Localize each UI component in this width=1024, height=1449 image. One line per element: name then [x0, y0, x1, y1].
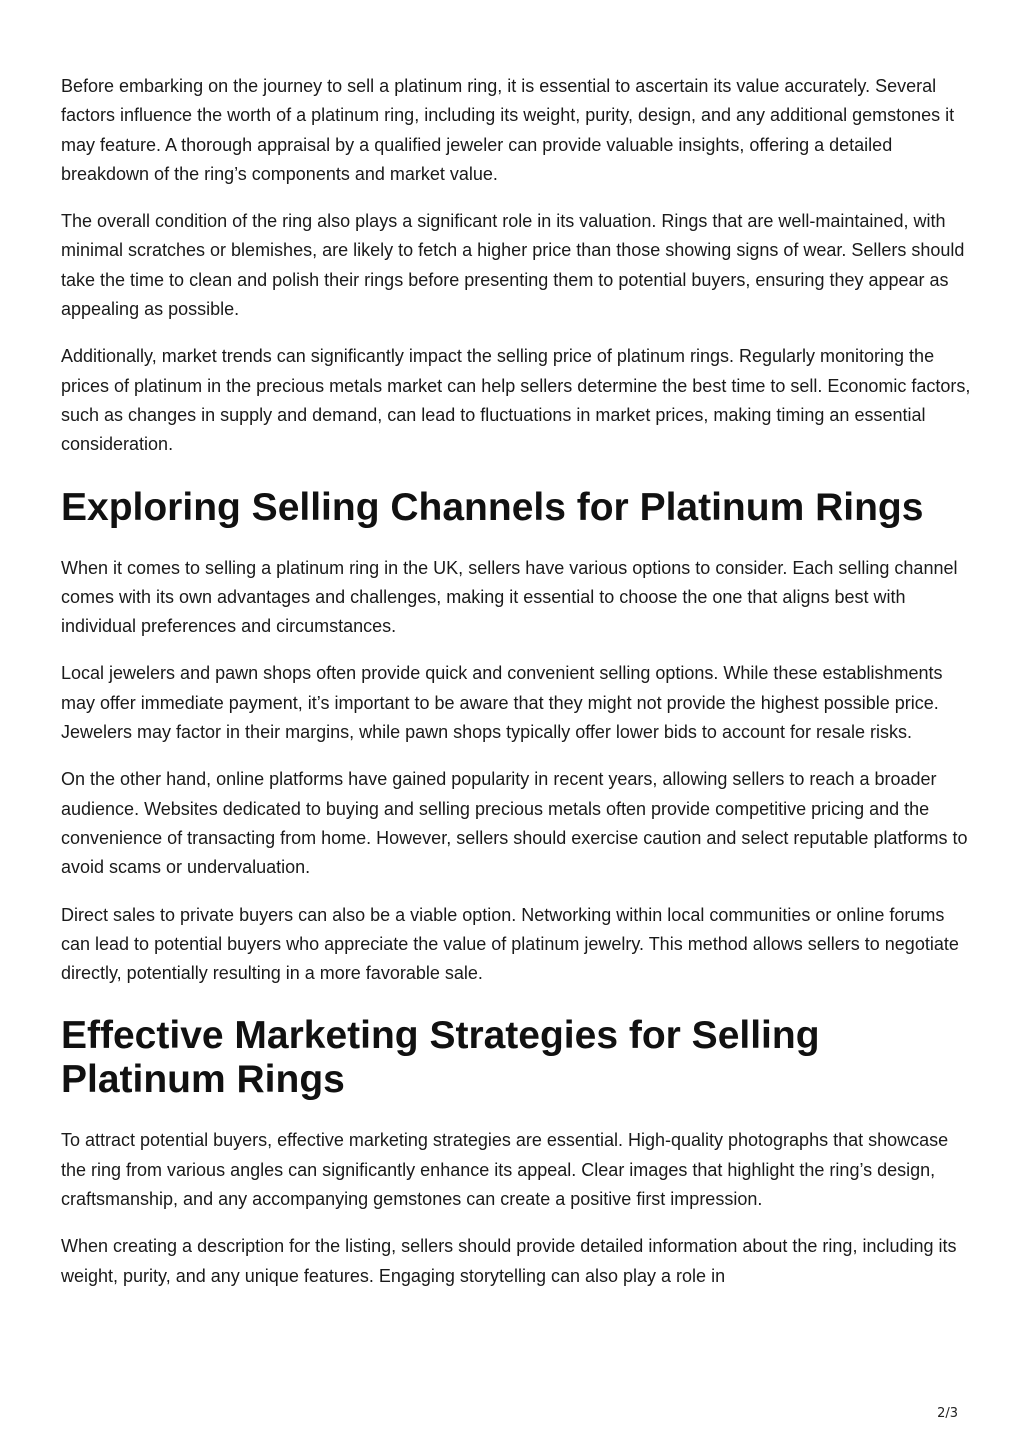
paragraph-channels-4: Direct sales to private buyers can also be a viable option. Networking within local communities or online forums can lead to potential buyers who appreciate the value of platinum jewelry. This method allows sellers to negotiate directly, potentially resulting in a more favorable sale.	[61, 904, 959, 984]
paragraph-marketing-1: To attract potential buyers, effective marketing strategies are essential. High-quality photographs that showcase the ring from various angles can significantly enhance its appeal. Clear images that highlight the ring’s design, craftsmanship, and any accompanying gemstones can create a positive first impression.	[61, 1130, 949, 1210]
heading-marketing-strategies: Effective Marketing Strategies for Selling Platinum Rings	[61, 1014, 820, 1102]
document-body	[61, 72, 971, 1309]
paragraph-intro-1: Before embarking on the journey to sell a platinum ring, it is essential to ascertain its value accurately. Several factors influence the worth of a platinum ring, including its weight, purity, design, and any additional gemstones it may feature. A thorough appraisal by a qualified jeweler can provide valuable insights, offering a detailed breakdown of the ring’s components and market value.	[61, 76, 955, 184]
paragraph-intro-3: Additionally, market trends can significantly impact the selling price of platinum rings. Regularly monitoring the prices of platinum in the precious metals market can help sellers determine the best time to sell. Economic factors, such as changes in supply and demand, can lead to fluctuations in market prices, making timing an essential consideration.	[61, 346, 971, 455]
paragraph-channels-1: When it comes to selling a platinum ring in the UK, sellers have various options to consider. Each selling channel comes with its own advantages and challenges, making it essential to choose the one that aligns best with individual preferences and circumstances.	[61, 557, 958, 637]
paragraph-channels-3: On the other hand, online platforms have gained popularity in recent years, allowing sellers to reach a broader audience. Websites dedicated to buying and selling precious metals often provide competitive pricing and the convenience of transacting from home. However, sellers should exercise caution and select reputable platforms to avoid scams or undervaluation.	[61, 769, 968, 878]
paragraph-intro-2: The overall condition of the ring also plays a significant role in its valuation. Rings that are well-maintained, with minimal scratches or blemishes, are likely to fetch a higher price than those showing signs of wear. Sellers should take the time to clean and polish their rings before presenting them to potential buyers, ensuring they appear as appealing as possible.	[61, 211, 965, 320]
page-number: 2/3	[937, 1406, 958, 1421]
heading-selling-channels: Exploring Selling Channels for Platinum Rings	[61, 485, 924, 529]
paragraph-channels-2: Local jewelers and pawn shops often provide quick and convenient selling options. While these establishments may offer immediate payment, it’s important to be aware that they might not provide the highest possible price. Jewelers may factor in their margins, while pawn shops typically offer lower bids to account for resale risks.	[61, 663, 943, 743]
paragraph-marketing-2: When creating a description for the listing, sellers should provide detailed information about the ring, including its weight, purity, and any unique features. Engaging storytelling can also play a role in	[61, 1236, 957, 1286]
